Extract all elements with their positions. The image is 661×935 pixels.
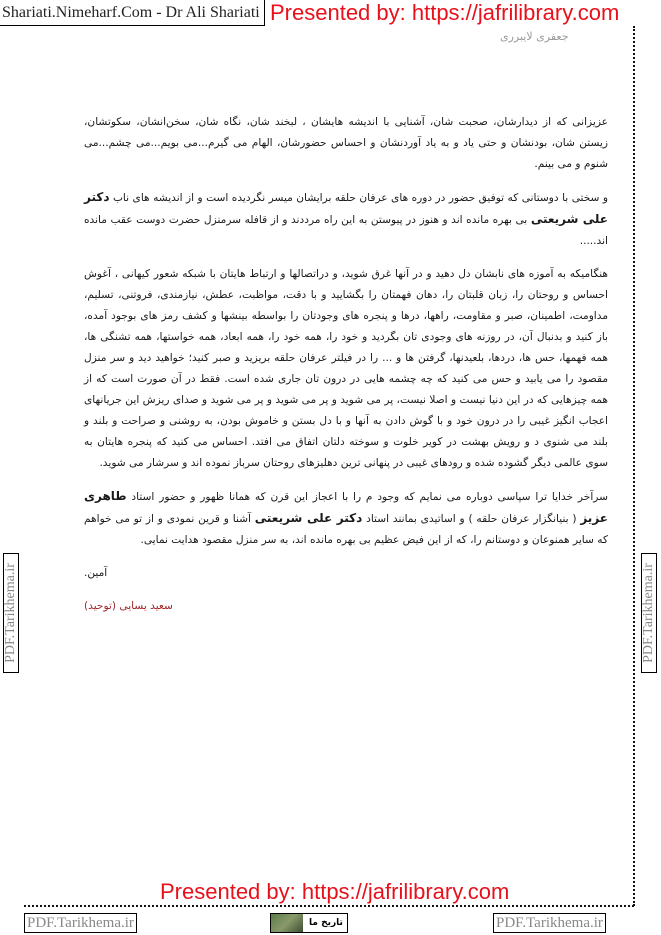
site-title-box: [0, 0, 265, 26]
faint-header-text: جعفری لایبرری: [500, 30, 569, 43]
logo-thumbnail-icon: [271, 914, 303, 932]
paragraph: [84, 187, 608, 252]
signature-block: [84, 596, 608, 617]
author-name-bold: دکتر علی شریعتی: [84, 190, 608, 226]
page-border-right: [633, 26, 635, 906]
paragraph-text: و سختی با دوستانی که توفیق حضور در دوره های عرفان حلقه برایشان میسر نگردیده است و از اندیشه های ناب: [109, 192, 608, 204]
side-watermark-right: [641, 553, 657, 673]
author-name-bold: دکتر علی شریعتی: [254, 511, 363, 525]
paragraph-text: عزیزانی که از دیدارشان، صحبت شان، آشنایی با اندیشه هایشان ، لبخند شان، نگاه شان، سخن‌انشان، سکوتشان، زیستن شان، بودنشان و حتی یاد و به یاد آوردنشان و احساس حضورشان، الهام می گیرم...می بویم...می چشم...می شنوم و می بینم.: [84, 116, 608, 170]
logo-label: تاریخ ما: [309, 918, 343, 928]
side-watermark-right-text: PDF.Tarikhema.ir: [641, 563, 656, 663]
signature: سعید یسایی (توحید): [84, 600, 173, 612]
side-watermark-left: [3, 553, 19, 673]
paragraph: [84, 112, 608, 175]
paragraph-text: آشنا و قرین نمودی و از تو می خواهم که سایر همنوعان و دوستانم را، که از این فیض عظیم بی بهره مانده اند، به سر منزل مقصود هدایت نمایی.: [84, 513, 608, 546]
paragraph-text: سرآخر خدایا ترا سپاسی دوباره می نمایم که وجود م را با اعجاز این قرن که همانا ظهور و حضور استاد: [126, 491, 608, 503]
side-watermark-left-text: PDF.Tarikhema.ir: [3, 563, 18, 663]
presented-by-watermark-bottom[interactable]: Presented by: https://jafrilibrary.com: [160, 879, 510, 904]
site-title: Shariati.Nimeharf.Com - Dr Ali Shariati: [2, 4, 260, 21]
paragraph: [84, 486, 608, 551]
paragraph-text: بی بهره مانده اند و هنوز در پیوستن به این راه مرددند و از قافله سرمنزل حضرت دوست عقب مانده اند.....: [84, 214, 608, 247]
footer-logo[interactable]: [270, 913, 348, 933]
presented-by-watermark-top[interactable]: Presented by: https://jafrilibrary.com: [270, 0, 620, 25]
paragraph-text: هنگامیکه به آموزه های نابشان دل دهید و در آنها غرق شوید، و دراتصالها و ارتباط هایتان با شبکه شعور کیهانی ، آغوش احساس و روحتان را، زبان قلبتان را، دهان فهمتان را بگشایید و با دقت، مواظبت، عطش، نیازمندی، فروتنی، تسلیم، مداومت، اطمینان، صبر و مقاومت، راهها، درها و پنجره های وجودتان را بواسطه بینشها و کشف رمز های بوجود آمده، باز کنید و بدنبال آن، در روزنه های وجودی تان بگردید و خود را، همه خود را، همه ابعاد، همه خواستها، همه تشنگی ها، همه فهمها، حس ها، دردها، بلعیدنها، گرفتن ها و ... را در فیلتر عرفان حلقه بریزید و صبر کنید؛ خواهید دید و سر منزل مقصود را می یابید و حس می کنید که چه چشمه هایی در درون تان جاری شده است. فقط در آن صورت است که از همه چیزهایی که در این دنیا نیست و اصلا نیست، پر می شوید و پر می شوید و پر می شوید و صدای ریزش این جریانهای اعجاب انگیز غیبی را در درون خود و با گوش دادن به آنها و با دل بستن و خاموش بودن، به روشنی و صراحت و بلند و بلند می شنوی د و رویش بهشت در کویر خلوت و سوخته دلتان اتفاق می افتد. احساس می کنید که پنجره هایتان به سوی عالمی دیگر گشوده شده و رودهای غیبی در پنهانی ترین دهلیزهای روحتان سرباز نموده اند و سرشار می شوید.: [84, 268, 608, 469]
footer-watermark-left: PDF.Tarikhema.ir: [24, 913, 137, 933]
paragraph: [84, 264, 608, 474]
closing-word: آمین.: [84, 567, 108, 579]
page-border-bottom: [24, 905, 634, 907]
closing-block: [84, 563, 608, 584]
footer-watermark-right: PDF.Tarikhema.ir: [493, 913, 606, 933]
teacher-name-bold: طاهری عزیز: [84, 489, 608, 525]
article-body: [84, 112, 608, 617]
paragraph-text: ( بنیانگزار عرفان حلقه ) و اساتیدی بمانند استاد: [362, 513, 581, 525]
